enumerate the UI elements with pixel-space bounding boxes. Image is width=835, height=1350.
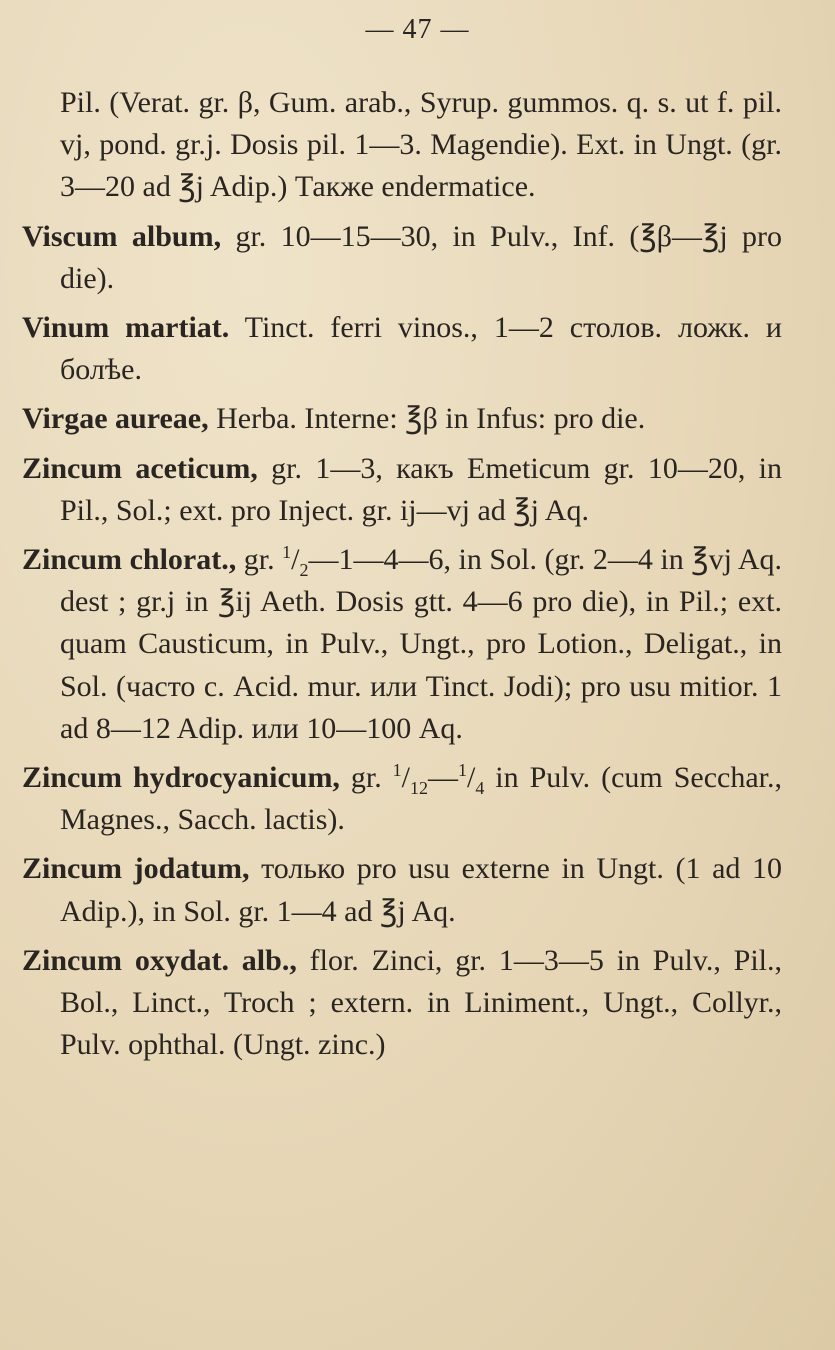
entry-body: Herba. Interne: ℥β in Infus: pro die.: [208, 402, 646, 436]
entry-body-pre: gr.: [236, 543, 283, 577]
entry-headword: Zincum hydrocyanicum,: [22, 761, 340, 795]
entry-zincum-hydrocyanicum: Zincum hydrocyanicum, gr. $^1/_{12}—^1/_4$ in Pulv. (cum Secchar., Magnes., Sacch. lactis).: [22, 760, 782, 837]
entry-headword: Zincum aceticum,: [22, 451, 258, 485]
fraction-denominator: 12: [410, 778, 429, 799]
page-number: — 47 —: [365, 14, 470, 45]
entry-veratrinum-continuation: [22, 82, 782, 209]
entry-viscum-album: [22, 216, 782, 300]
entry-vinum-martiat: [22, 307, 782, 391]
entry-body: flor. Zinci, gr. 1—3—5 in Pulv., Pil., Bol., Linct., Troch ; extern. in Liniment., Ungt., Collyr., Pulv. ophthal. (Ungt. zinc.): [60, 943, 782, 1062]
entry-body: Tinct. ferri vinos., 1—2 столов. ложк. и болѣе.: [60, 311, 782, 387]
entry-body: gr. 1—3, какъ Emeticum gr. 10—20, in Pil., Sol.; ext. pro Inject. gr. ij—vj ad ℥j Aq.: [60, 451, 783, 527]
entry-body: Pil. (Verat. gr. β, Gum. arab., Syrup. gummos. q. s. ut f. pil. vj, pond. gr.j. Dosis pil. 1—3. Magendie). Ext. in Ungt. (gr. 3—20 ad ℥j Adip.) Также endermatice.: [60, 86, 782, 204]
fraction-numerator: 1: [458, 760, 468, 781]
entry-body: только pro usu externe in Ungt. (1 ad 10 Adip.), in Sol. gr. 1—4 ad ℥j Aq.: [60, 852, 782, 928]
fraction-numerator: 1: [282, 542, 292, 563]
entry-headword: Zincum jodatum,: [22, 852, 250, 886]
entry-body: —1—4—6, in Sol. (gr. 2—4 in ℥vj Aq. dest ; gr.j in ℥ij Aeth. Dosis gtt. 4—6 pro die), in Pil.; ext. quam Causticum, in Pulv., Ungt., pro Lotion., Deligat., in Sol. (часто с. Acid. mur. или Tinct. Jodi); pro usu mitior. 1 ad 8—12 Adip. или 10—100 Aq.: [60, 543, 782, 745]
entry-zincum-oxydat: [22, 940, 782, 1067]
entry-body: gr. 10—15—30, in Pulv., Inf. (℥β—℥j pro die).: [60, 219, 782, 295]
entry-zincum-aceticum: [22, 448, 782, 532]
entry-headword: Zincum oxydat. alb.,: [22, 943, 297, 977]
entry-list: [22, 82, 782, 1073]
fraction-numerator: 1: [392, 760, 402, 781]
entry-headword: Vinum martiat.: [22, 311, 230, 345]
entry-body: in Pulv. (cum Secchar., Magnes., Sacch. lactis).: [60, 761, 782, 837]
entry-headword: Virgae aureae,: [22, 402, 209, 436]
entry-body-pre: gr.: [339, 761, 393, 795]
entry-zincum-jodatum: [22, 848, 782, 932]
entry-headword: Zincum chlorat.,: [22, 543, 237, 577]
entry-virgae-aureae: [22, 398, 782, 440]
fraction-denominator: 4: [475, 778, 485, 799]
entry-headword: Viscum album,: [22, 219, 222, 253]
fraction-denominator: 2: [299, 560, 309, 581]
entry-zincum-chlorat: Zincum chlorat., gr. $^1/_2—1—4—6$, in Sol. (gr. 2—4 in ℥vj Aq. dest ; gr.j in ℥ij Aeth. Dosis gtt. 4—6 pro die), in Pil.; ext. quam Causticum, in Pulv., Ungt., pro Lotion., Deligat., in Sol. (часто с. Acid. mur. или Tinct. Jodi); pro usu mitior. 1 ad 8—12 Adip. или 10—100 Aq.: [22, 542, 782, 745]
